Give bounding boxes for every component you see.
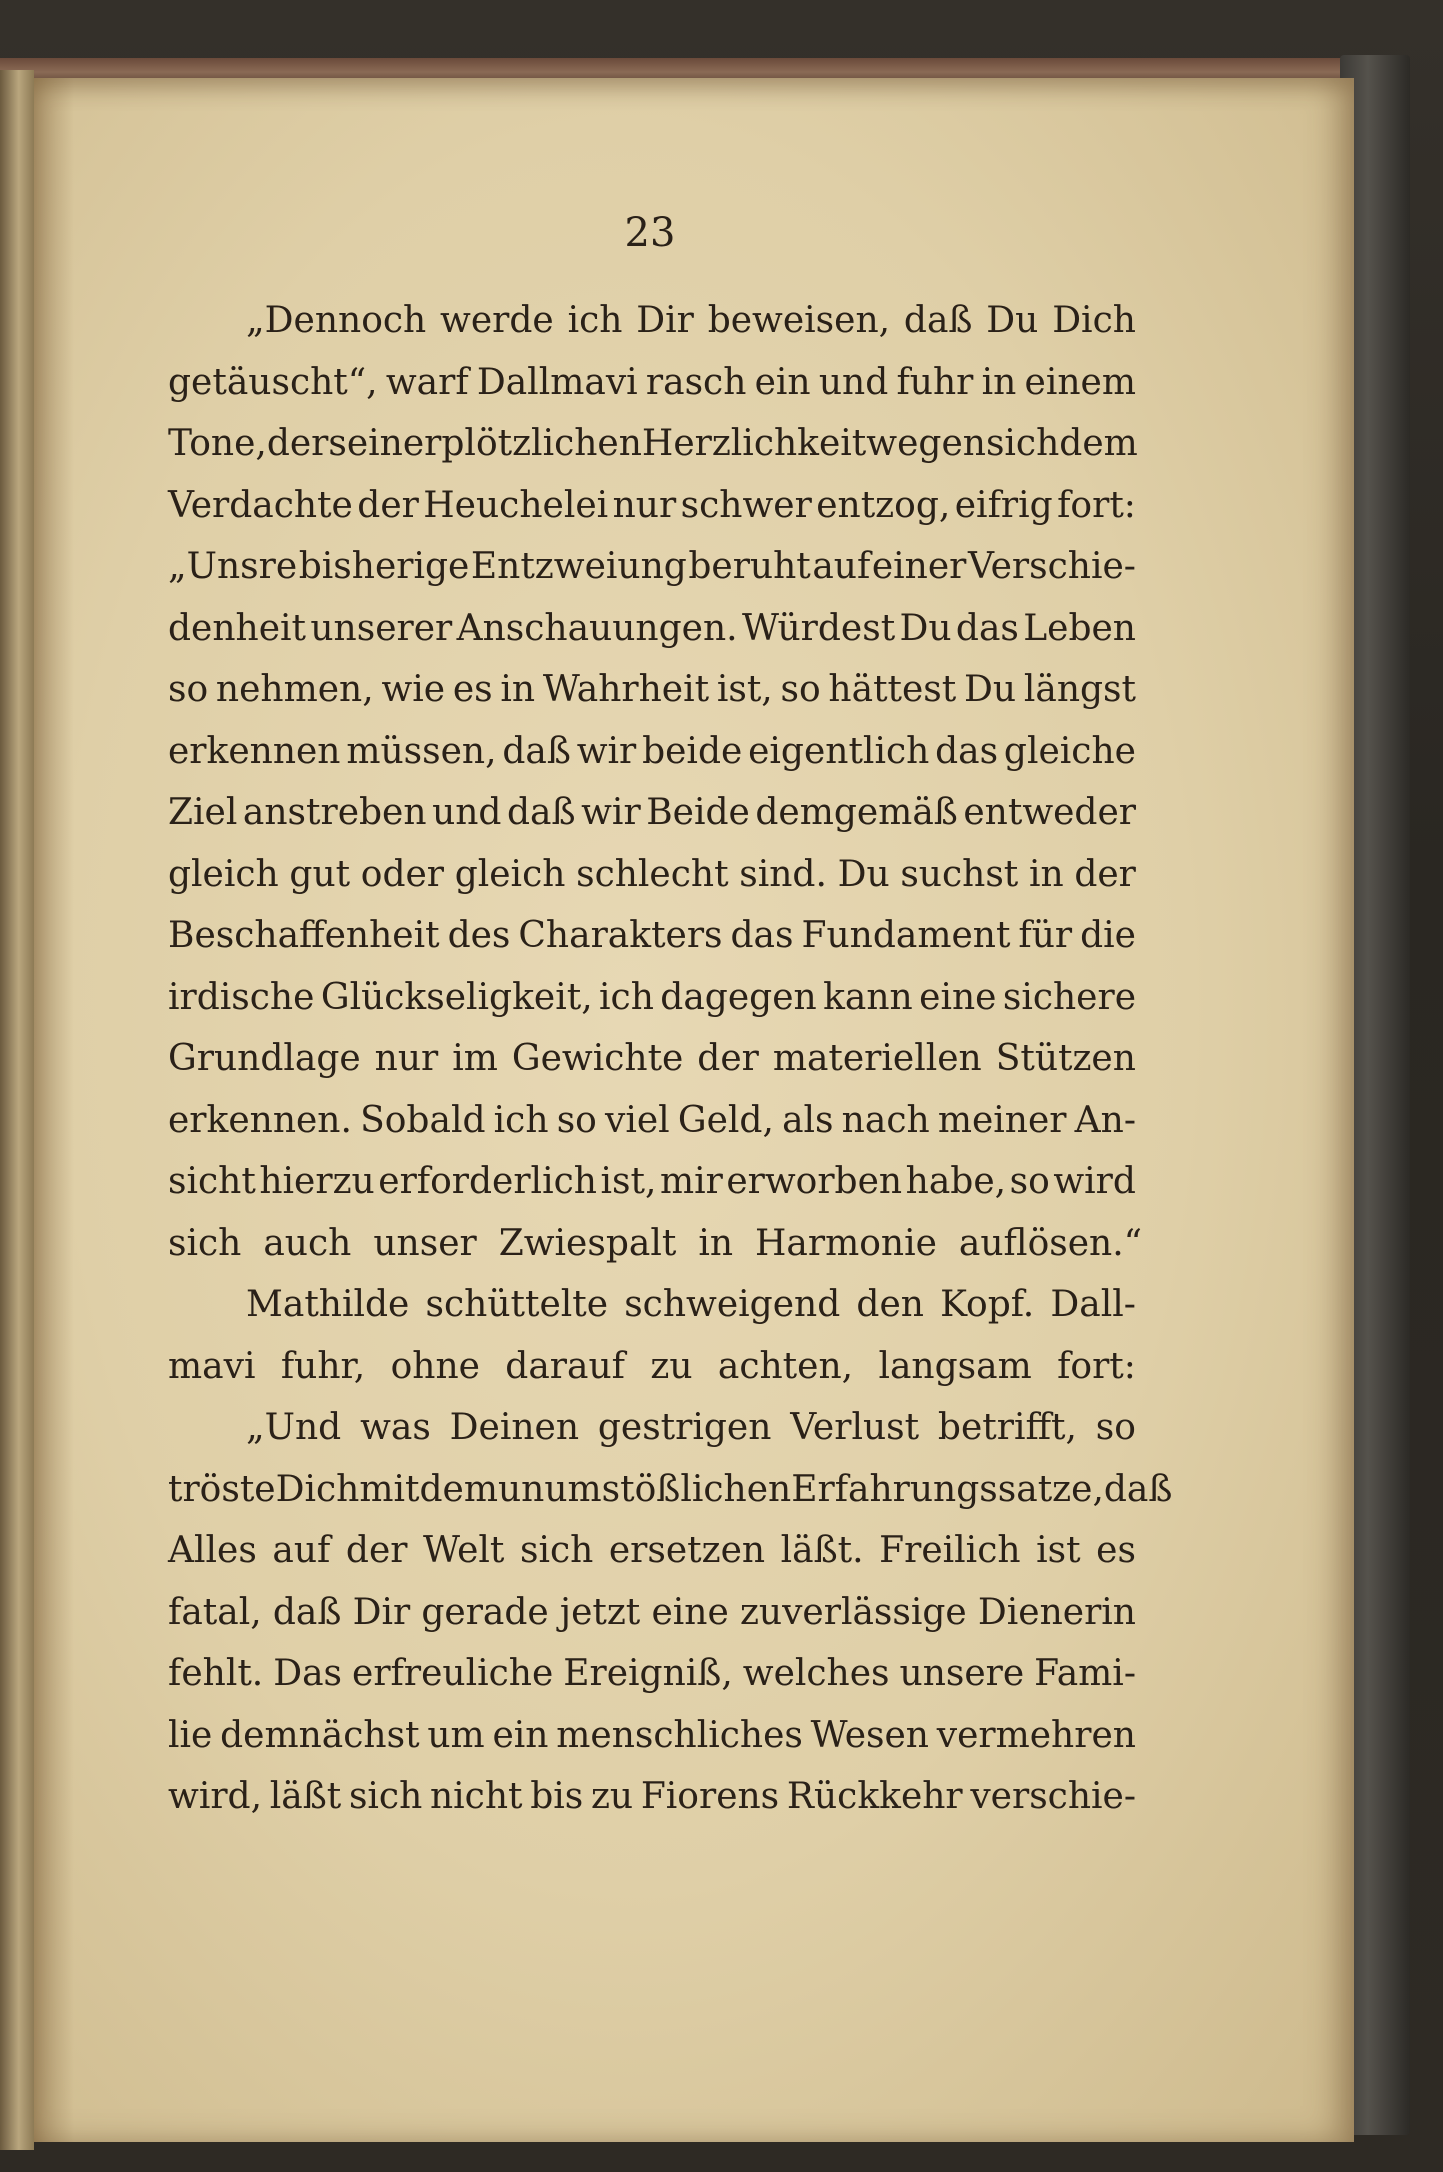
text-line: mavi fuhr, ohne darauf zu achten, langsam fort: [168,1345,1136,1387]
text-line: Ziel anstreben und daß wir Beide demgemäß entweder [168,792,1136,833]
text-line: sicht hierzu erforderlich ist, mir erworben habe, so wird [168,1161,1136,1202]
text-line: Mathilde schüttelte schweigend den Kopf. Dall- [246,1284,1136,1325]
gutter-shadow [34,78,74,2142]
text-line: „Dennoch werde ich Dir beweisen, daß Du Dich [246,300,1136,341]
text-line: fatal, daß Dir gerade jetzt eine zuverlässige Dienerin [168,1591,1136,1633]
text-line: tröste Dich mit dem unumstößlichen Erfahrungssatze, daß [168,1468,1173,1510]
text-line: so nehmen, wie es in Wahrheit ist, so hättest Du längst [168,669,1136,710]
text-line: Verdachte der Heuchelei nur schwer entzog, eifrig fort: [168,484,1136,526]
text-line: denheit unserer Anschauungen. Würdest Du das Leben [168,607,1136,649]
text-line: wird, läßt sich nicht bis zu Fiorens Rückkehr verschie- [168,1776,1136,1817]
text-line: Alles auf der Welt sich ersetzen läßt. Freilich ist es [168,1530,1136,1571]
text-line: „Unsre bisherige Entzweiung beruht auf einer Verschie- [168,546,1136,587]
text-line: „Und was Deinen gestrigen Verlust betrifft, so [246,1407,1136,1448]
page-number: 23 [624,210,676,256]
text-line: irdische Glückseligkeit, ich dagegen kann eine sichere [168,976,1136,1018]
body-text [168,300,1173,1838]
text-line: gleich gut oder gleich schlecht sind. Du suchst in der [168,853,1136,895]
text-line: lie demnächst um ein menschliches Wesen vermehren [168,1714,1136,1756]
text-line: sich auch unser Zwiespalt in Harmonie auflösen.“ [168,1222,1143,1264]
text-line: erkennen. Sobald ich so viel Geld, als nach meiner An- [168,1099,1136,1141]
text-line: getäuscht“, warf Dallmavi rasch ein und fuhr in einem [168,361,1136,403]
text-line: Beschaffenheit des Charakters das Fundament für die [168,915,1136,956]
text-line: Tone, der seiner plötzlichen Herzlichkeit wegen sich dem [168,423,1138,464]
text-line: fehlt. Das erfreuliche Ereigniß, welches unsere Fami- [168,1653,1136,1694]
page-left-edge [0,70,34,2150]
text-line: Grundlage nur im Gewichte der materiellen Stützen [168,1038,1136,1079]
text-line: erkennen müssen, daß wir beide eigentlich das gleiche [168,730,1136,772]
